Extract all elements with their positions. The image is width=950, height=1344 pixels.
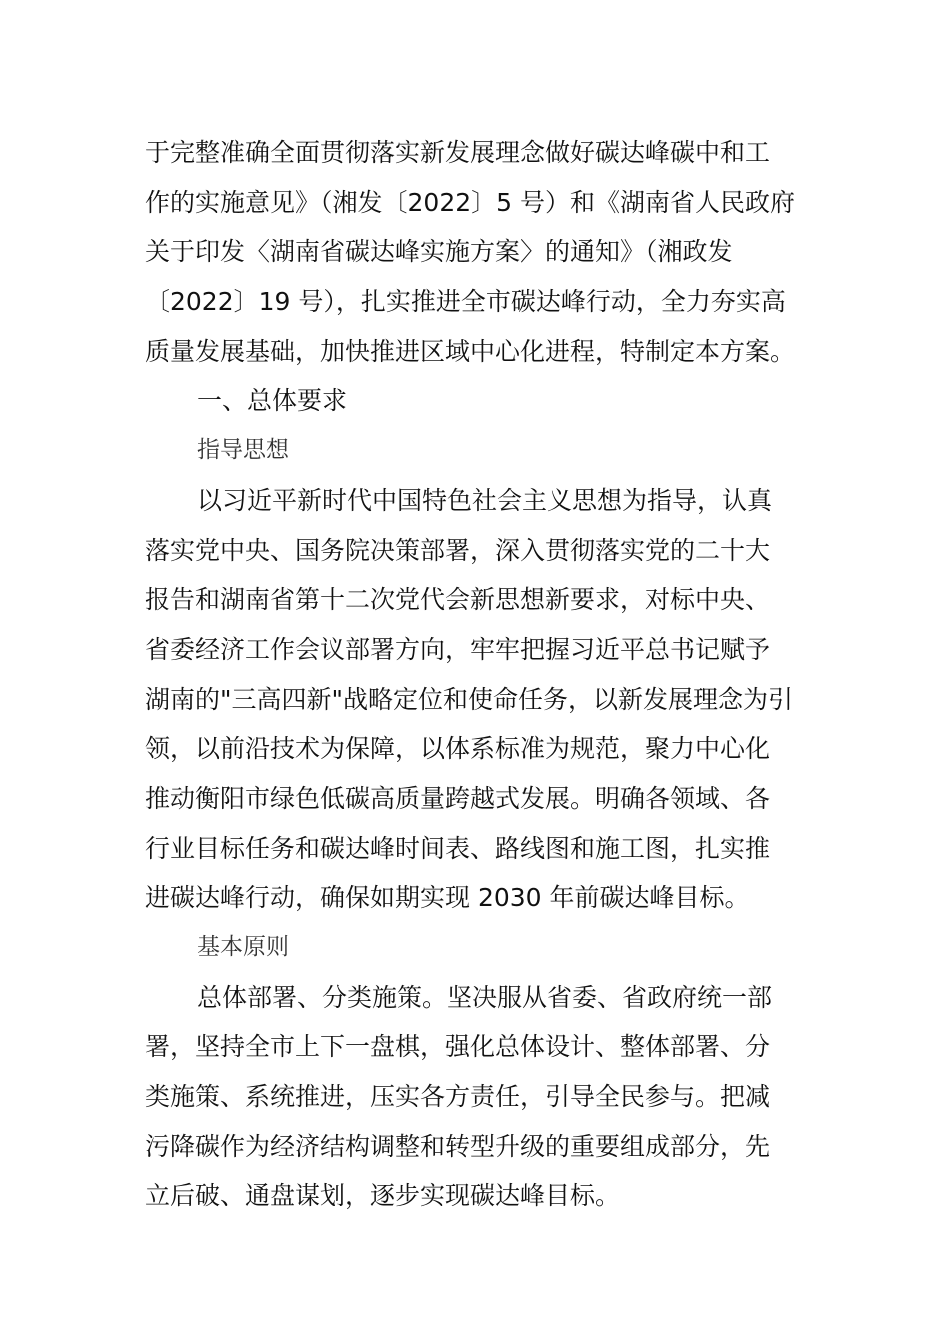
paragraph-line: 行业目标任务和碳达峰时间表、路线图和施工图，扎实推 xyxy=(145,833,771,863)
paragraph-line: 报告和湖南省第十二次党代会新思想新要求，对标中央、 xyxy=(145,585,771,615)
subsection-heading: 基本原则 xyxy=(197,934,289,960)
paragraph-line: 污降碳作为经济结构调整和转型升级的重要组成部分，先 xyxy=(145,1131,771,1161)
paragraph-line: 湖南的"三高四新"战略定位和使命任务，以新发展理念为引 xyxy=(145,684,794,714)
paragraph-line: 于完整准确全面贯彻落实新发展理念做好碳达峰碳中和工 xyxy=(145,138,771,167)
paragraph-line: 署，坚持全市上下一盘棋，强化总体设计、整体部署、分 xyxy=(145,1032,771,1062)
section-heading: 一、总体要求 xyxy=(197,386,348,416)
paragraph-line: 以习近平新时代中国特色社会主义思想为指导，认真 xyxy=(197,485,773,515)
paragraph-line: 作的实施意见》（湘发〔2022〕5 号）和《湖南省人民政府 xyxy=(145,187,795,217)
paragraph-line: 〔2022〕19 号），扎实推进全市碳达峰行动，全力夯实高 xyxy=(145,287,786,317)
paragraph-line: 落实党中央、国务院决策部署，深入贯彻落实党的二十大 xyxy=(145,535,771,565)
paragraph-line: 类施策、系统推进，压实各方责任，引导全民参与。把减 xyxy=(145,1082,771,1112)
paragraph-line: 领，以前沿技术为保障，以体系标准为规范，聚力中心化 xyxy=(145,734,771,764)
paragraph-line: 省委经济工作会议部署方向，牢牢把握习近平总书记赋予 xyxy=(145,634,771,664)
document-body xyxy=(145,128,810,1221)
paragraph-line: 进碳达峰行动，确保如期实现 2030 年前碳达峰目标。 xyxy=(145,883,750,913)
paragraph-line: 总体部署、分类施策。坚决服从省委、省政府统一部 xyxy=(197,982,773,1012)
paragraph-line: 关于印发〈湖南省碳达峰实施方案〉的通知》（湘政发 xyxy=(145,237,733,267)
subsection-heading: 指导思想 xyxy=(197,437,289,464)
paragraph-line: 推动衡阳市绿色低碳高质量跨越式发展。明确各领域、各 xyxy=(145,783,771,813)
paragraph-line: 立后破、通盘谋划，逐步实现碳达峰目标。 xyxy=(145,1181,621,1211)
paragraph-line: 质量发展基础，加快推进区域中心化进程，特制定本方案。 xyxy=(145,336,796,366)
